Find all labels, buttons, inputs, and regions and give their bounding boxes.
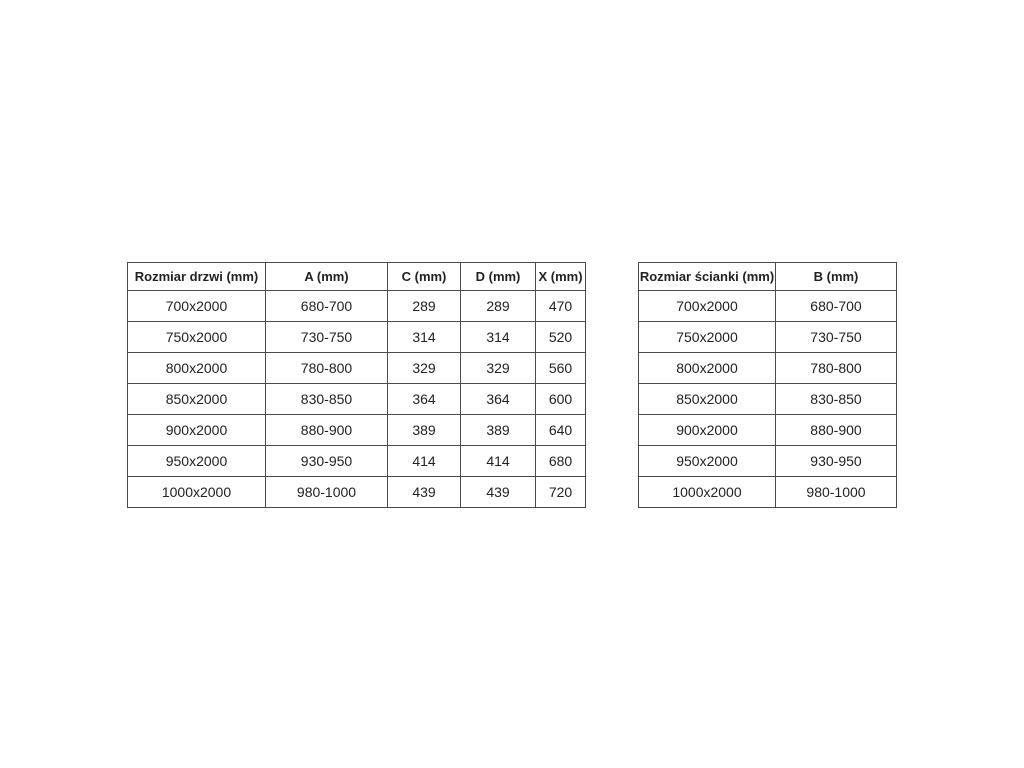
wall-sizes-table-header xyxy=(639,263,897,291)
table-cell: 930-950 xyxy=(266,446,388,477)
table-row xyxy=(128,353,586,384)
wall-sizes-table xyxy=(638,262,897,508)
table-cell: 850x2000 xyxy=(639,384,776,415)
table-row xyxy=(639,322,897,353)
table-row xyxy=(128,446,586,477)
table-cell: 314 xyxy=(388,322,461,353)
table-cell: 700x2000 xyxy=(128,291,266,322)
table-row xyxy=(639,353,897,384)
table-cell: 520 xyxy=(536,322,586,353)
table-row xyxy=(639,477,897,508)
table-cell: 329 xyxy=(461,353,536,384)
table-cell: 800x2000 xyxy=(128,353,266,384)
table-cell: 780-800 xyxy=(266,353,388,384)
header-row xyxy=(128,263,586,291)
table-cell: 680-700 xyxy=(266,291,388,322)
table-cell: 720 xyxy=(536,477,586,508)
table-cell: 1000x2000 xyxy=(128,477,266,508)
header-row xyxy=(639,263,897,291)
table-cell: 700x2000 xyxy=(639,291,776,322)
table-cell: 930-950 xyxy=(776,446,897,477)
table-cell: 680 xyxy=(536,446,586,477)
door-sizes-table-body xyxy=(128,291,586,508)
column-header: A (mm) xyxy=(266,263,388,291)
table-cell: 289 xyxy=(388,291,461,322)
column-header: B (mm) xyxy=(776,263,897,291)
table-cell: 1000x2000 xyxy=(639,477,776,508)
table-cell: 414 xyxy=(461,446,536,477)
table-cell: 314 xyxy=(461,322,536,353)
table-cell: 880-900 xyxy=(776,415,897,446)
column-header: Rozmiar drzwi (mm) xyxy=(128,263,266,291)
door-sizes-table-header xyxy=(128,263,586,291)
table-cell: 414 xyxy=(388,446,461,477)
table-cell: 389 xyxy=(461,415,536,446)
column-header: Rozmiar ścianki (mm) xyxy=(639,263,776,291)
table-cell: 364 xyxy=(388,384,461,415)
table-cell: 980-1000 xyxy=(776,477,897,508)
table-cell: 830-850 xyxy=(266,384,388,415)
door-sizes-table xyxy=(127,262,586,508)
wall-sizes-table-body xyxy=(639,291,897,508)
table-cell: 730-750 xyxy=(776,322,897,353)
table-cell: 800x2000 xyxy=(639,353,776,384)
table-cell: 680-700 xyxy=(776,291,897,322)
table-cell: 750x2000 xyxy=(128,322,266,353)
table-row xyxy=(639,415,897,446)
table-cell: 439 xyxy=(388,477,461,508)
column-header: D (mm) xyxy=(461,263,536,291)
table-row xyxy=(128,477,586,508)
table-cell: 950x2000 xyxy=(639,446,776,477)
table-cell: 730-750 xyxy=(266,322,388,353)
table-cell: 289 xyxy=(461,291,536,322)
table-cell: 980-1000 xyxy=(266,477,388,508)
table-cell: 880-900 xyxy=(266,415,388,446)
table-row xyxy=(128,384,586,415)
table-row xyxy=(639,384,897,415)
table-row xyxy=(639,446,897,477)
table-cell: 950x2000 xyxy=(128,446,266,477)
column-header: X (mm) xyxy=(536,263,586,291)
table-row xyxy=(128,322,586,353)
column-header: C (mm) xyxy=(388,263,461,291)
table-row xyxy=(128,291,586,322)
table-cell: 364 xyxy=(461,384,536,415)
table-cell: 600 xyxy=(536,384,586,415)
table-cell: 830-850 xyxy=(776,384,897,415)
table-cell: 389 xyxy=(388,415,461,446)
table-row xyxy=(128,415,586,446)
table-cell: 329 xyxy=(388,353,461,384)
table-cell: 850x2000 xyxy=(128,384,266,415)
table-cell: 439 xyxy=(461,477,536,508)
table-cell: 750x2000 xyxy=(639,322,776,353)
table-row xyxy=(639,291,897,322)
table-cell: 560 xyxy=(536,353,586,384)
table-cell: 470 xyxy=(536,291,586,322)
table-cell: 900x2000 xyxy=(639,415,776,446)
table-cell: 780-800 xyxy=(776,353,897,384)
table-cell: 900x2000 xyxy=(128,415,266,446)
table-cell: 640 xyxy=(536,415,586,446)
